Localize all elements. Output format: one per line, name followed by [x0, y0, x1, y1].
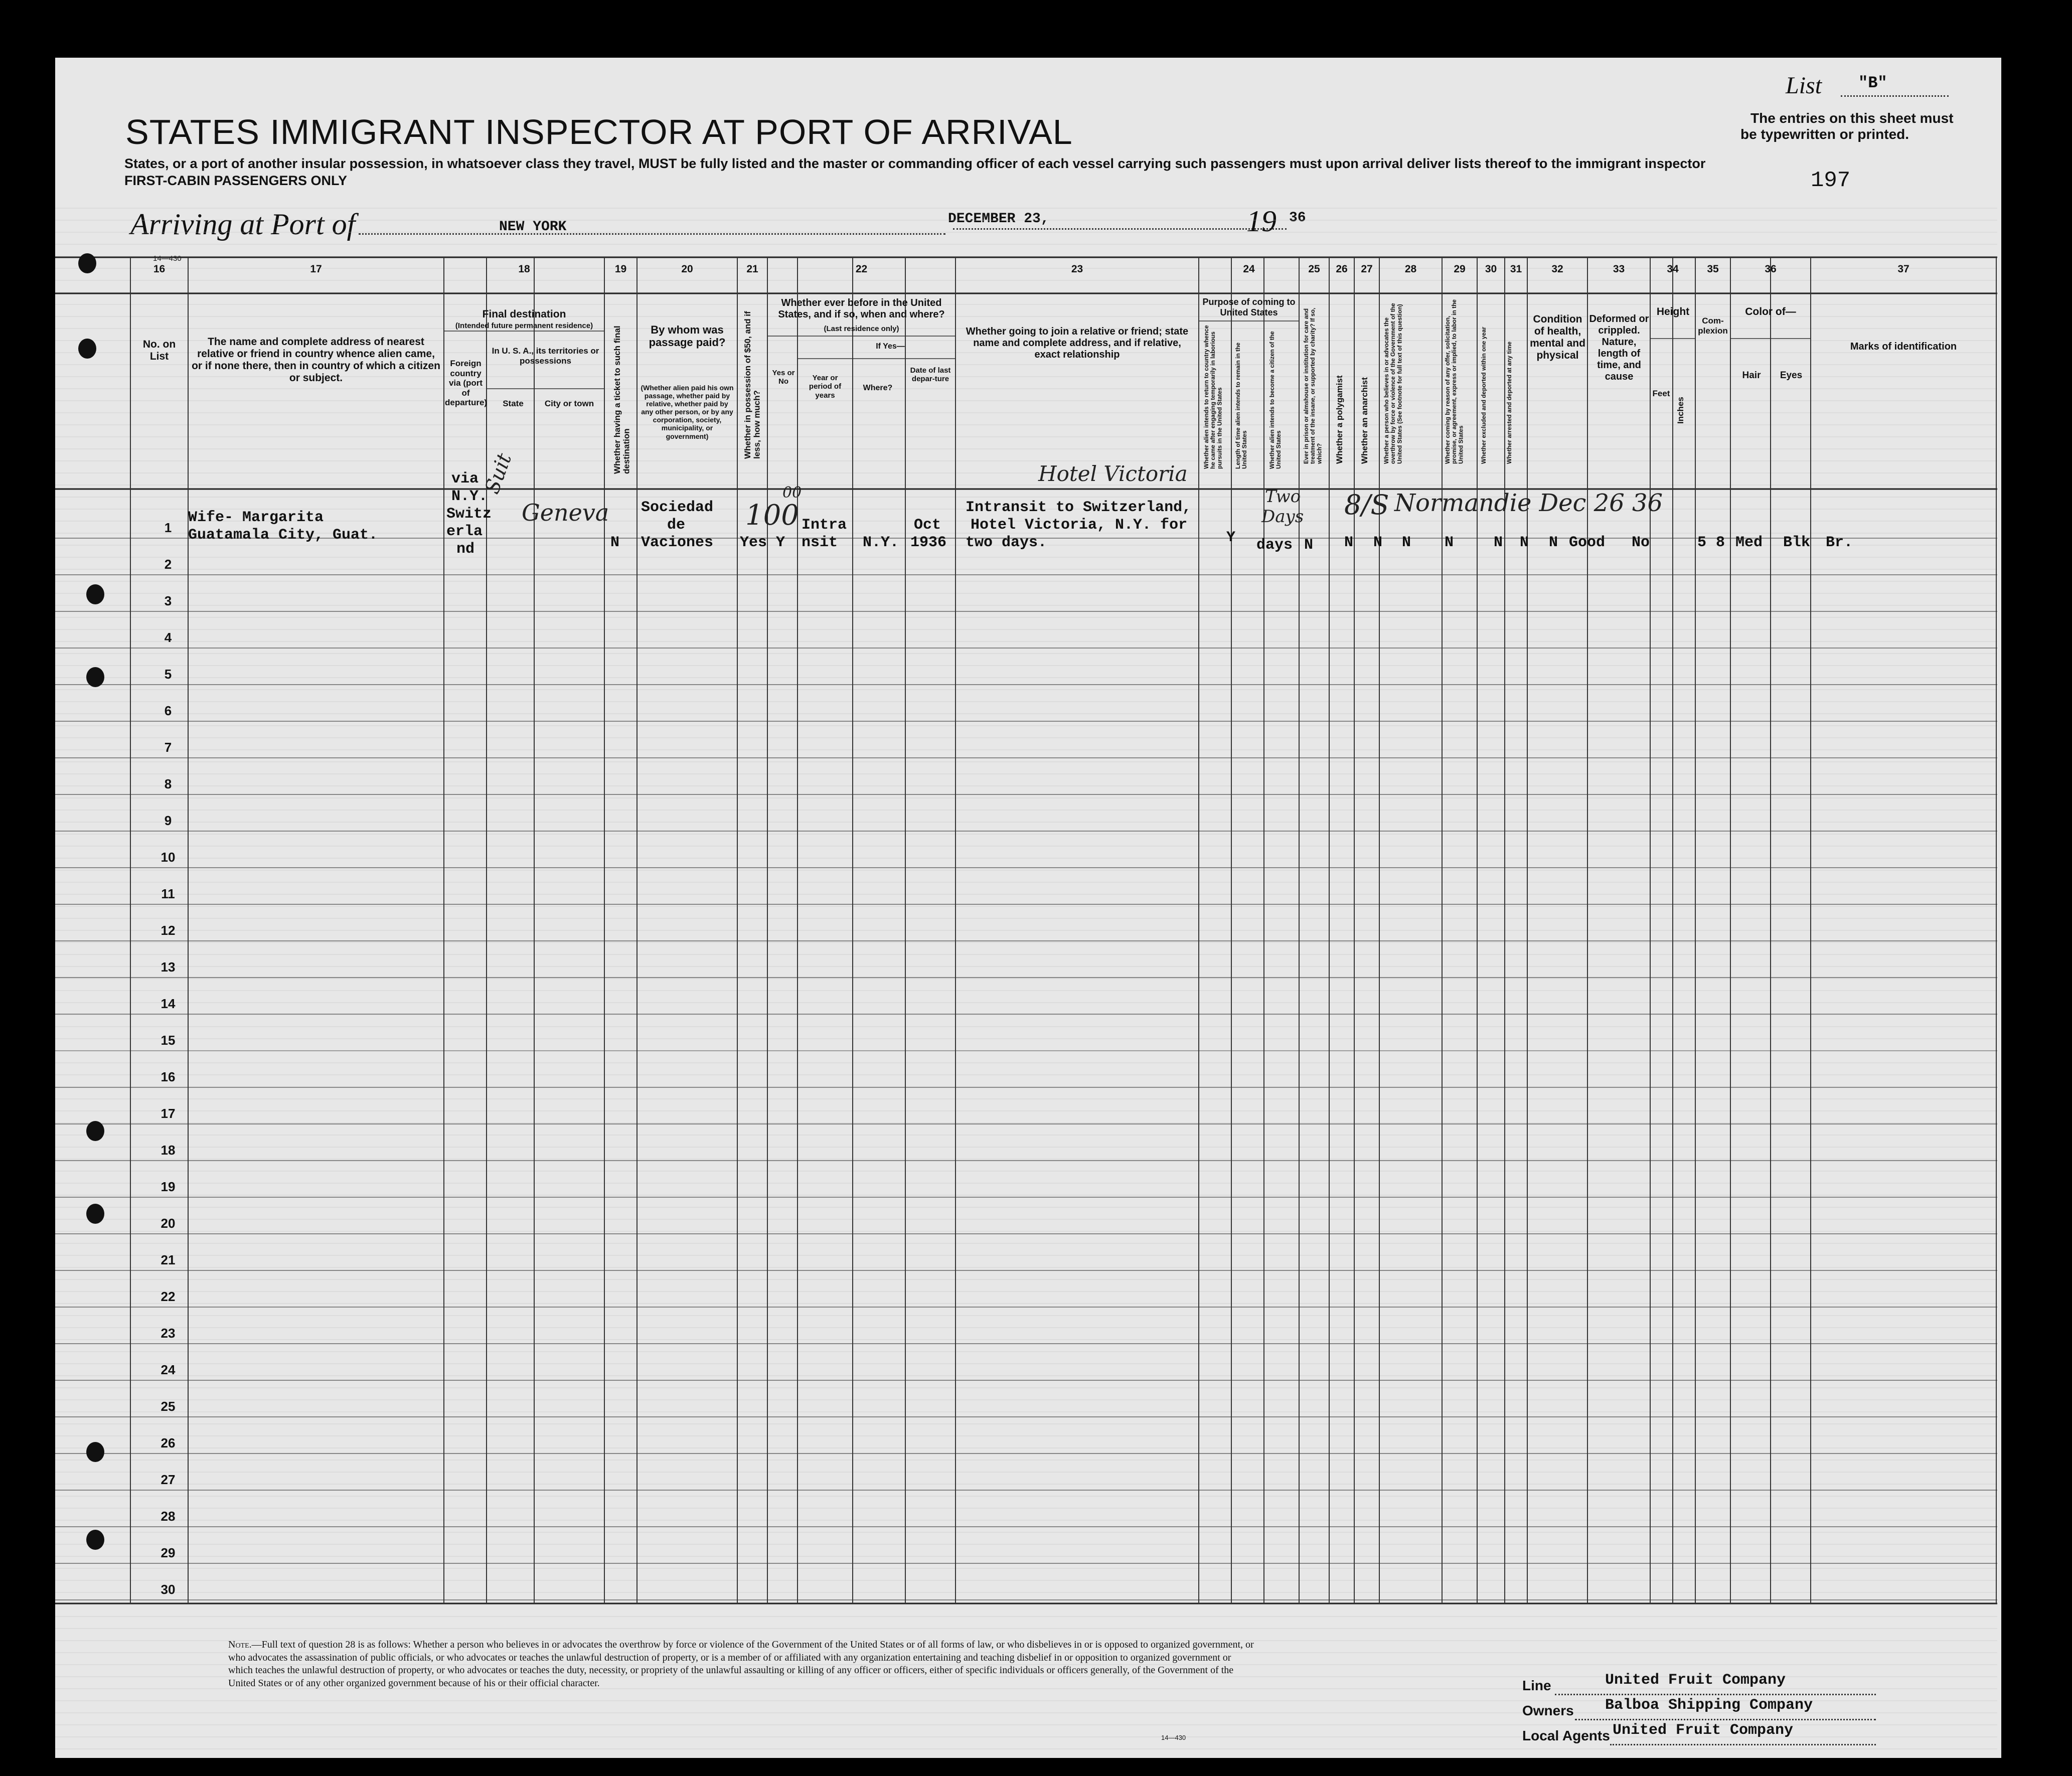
handwritten-length-1: Two	[1265, 487, 1301, 507]
header-final-destination-note: (Intended future permanent residence)	[455, 321, 593, 330]
header-if-yes: If Yes—	[876, 342, 905, 351]
header-state: State	[503, 399, 524, 408]
purpose-return-value: Y	[1226, 529, 1236, 546]
passage-paid-2: de	[667, 517, 686, 534]
column-number: 23	[1071, 263, 1083, 275]
column-number: 18	[518, 263, 530, 275]
owners-dotted	[1575, 1719, 1876, 1720]
height-feet-value: 5	[1697, 534, 1707, 551]
column-number: 20	[681, 263, 693, 275]
row-number: 24	[161, 1362, 176, 1377]
line-dotted	[1555, 1694, 1876, 1695]
typewritten-note-line2: be typewritten or printed.	[1740, 126, 1909, 142]
punch-hole	[78, 253, 96, 273]
prison-value: N	[1344, 534, 1354, 551]
instructions-text: States, or a port of another insular possession, in whatsoever class they travel, MUST be fully listed and the master or commanding officer of each vessel carrying such passengers must upon arrival deliver lists thereof to the immigrant inspector	[124, 156, 1706, 171]
height-inches-value: 8	[1716, 534, 1725, 551]
anarchist-value: N	[1402, 534, 1411, 551]
column-number: 33	[1613, 263, 1625, 275]
header-excluded: Whether excluded and deported within one year	[1480, 327, 1487, 464]
footnote-label: Note.—	[228, 1639, 262, 1650]
sheet-number: 197	[1811, 168, 1851, 193]
header-offer-to-labor: Whether coming by reason of any offer, solicitation, promise, or agreement, express or implied, to labor in the United States	[1444, 299, 1465, 464]
question-28-footnote	[228, 1639, 1256, 1690]
passage-paid-3: Vaciones	[641, 534, 714, 551]
line-label: Line	[1522, 1678, 1551, 1693]
row-number: 19	[161, 1179, 176, 1194]
header-polygamist: Whether a polygamist	[1335, 375, 1344, 464]
row-number: 11	[161, 886, 175, 901]
joining-line-1: Intransit to Switzerland,	[966, 499, 1192, 516]
column-number: 26	[1336, 263, 1348, 275]
ticket-value: N	[610, 534, 620, 551]
header-ever-before: Whether ever before in the United States, and if so, when and where?	[778, 297, 945, 320]
form-code-top: 14—430	[153, 254, 182, 263]
header-passage-paid: By whom was passage paid?	[649, 324, 726, 349]
header-ever-before-note: (Last residence only)	[824, 325, 899, 333]
purpose-length-value: days	[1256, 537, 1293, 554]
manifest-sheet	[55, 58, 2001, 1758]
column-number: 29	[1454, 263, 1466, 275]
arrival-date: DECEMBER 23,	[948, 211, 1049, 227]
owners-value: Balboa Shipping Company	[1605, 1697, 1813, 1714]
last-departure-month: Oct	[914, 517, 941, 534]
header-fifty-dollars: Whether in possession of $50, and if less, how much?	[743, 311, 762, 459]
handwritten-length-2: Days	[1261, 507, 1304, 527]
handwritten-ship-type: 8/S	[1344, 489, 1389, 521]
agents-dotted	[1610, 1744, 1876, 1745]
header-height-feet: Feet	[1652, 389, 1670, 398]
complexion-value: Med	[1735, 534, 1763, 551]
column-number: 25	[1308, 263, 1320, 275]
row-number: 18	[161, 1143, 176, 1158]
column-number: 32	[1551, 263, 1563, 275]
offer-labor-value: N	[1494, 534, 1503, 551]
header-height: Height	[1656, 306, 1690, 317]
row-number: 25	[161, 1399, 176, 1414]
row-number: 6	[164, 703, 172, 718]
joining-line-3: two days.	[966, 534, 1047, 551]
last-departure-year: 1936	[910, 534, 947, 551]
row-number: 7	[164, 740, 172, 755]
row-number: 28	[161, 1509, 176, 1524]
overthrow-value: N	[1445, 534, 1454, 551]
row-number: 3	[164, 593, 172, 608]
handwritten-hotel: Hotel Victoria	[1038, 461, 1188, 486]
row-number: 20	[161, 1216, 176, 1231]
column-number: 34	[1667, 263, 1679, 275]
punch-hole	[86, 1530, 104, 1550]
header-complexion: Com-plexion	[1698, 316, 1728, 336]
ever-before-period-1: Intra	[802, 517, 847, 534]
header-height-inches: Inches	[1676, 397, 1685, 424]
header-arrested: Whether arrested and deported at any time	[1506, 341, 1513, 464]
header-ticket: Whether having a ticket to such final destination	[612, 326, 631, 474]
column-number: 22	[855, 263, 868, 275]
punch-hole	[86, 667, 104, 687]
header-no-on-list: No. on List	[142, 339, 176, 363]
handwritten-amount-cents: 00	[782, 484, 802, 502]
row-number: 17	[161, 1106, 176, 1121]
destination-foreign-3: Switz	[446, 506, 492, 523]
header-final-destination: Final destination	[482, 308, 566, 320]
header-where: Where?	[863, 384, 893, 392]
health-value: Good	[1569, 534, 1606, 551]
passenger-class-note: FIRST-CABIN PASSENGERS ONLY	[124, 173, 348, 188]
header-city-or-town: City or town	[544, 399, 594, 408]
column-number: 35	[1707, 263, 1719, 275]
punch-hole	[86, 1204, 104, 1224]
column-number: 16	[153, 263, 166, 275]
row-number: 5	[164, 667, 172, 682]
page-title: STATES IMMIGRANT INSPECTOR AT PORT OF ARRIVAL	[125, 112, 1073, 151]
header-overthrow: Whether a person who believes in or advocates the overthrow by force or violence of the Government of the United States (See footnote for full text of this question)	[1383, 303, 1403, 464]
arrested-value: N	[1549, 534, 1558, 551]
typewritten-note-line1: The entries on this sheet must	[1750, 110, 1954, 126]
column-number: 21	[746, 263, 758, 275]
column-number: 17	[310, 263, 322, 275]
relative-address: Guatamala City, Guat.	[188, 527, 378, 544]
ever-before-period-2: nsit	[802, 534, 838, 551]
row-number: 9	[164, 813, 172, 828]
ever-before-yes: Y	[776, 534, 785, 551]
list-value: "B"	[1858, 74, 1887, 92]
row-number: 30	[161, 1582, 176, 1597]
row-number: 14	[161, 996, 176, 1011]
excluded-value: N	[1520, 534, 1529, 551]
deformed-value: No	[1632, 534, 1650, 551]
header-going-to-join: Whether going to join a relative or friend; state name and complete address, and if relative, exact relationship	[966, 326, 1189, 360]
agents-value: United Fruit Company	[1613, 1722, 1794, 1739]
polygamist-value: N	[1373, 534, 1383, 551]
row-number: 15	[161, 1033, 176, 1048]
row-number: 12	[161, 923, 176, 938]
footnote-text: Full text of question 28 is as follows: Whether a person who believes in or advocates the overthrow by force or violence of the Government of the United States or of all forms of law, or who disbelieves in or is opposed to organized government, or who advocates the assassination of public officials, or who advocates or teaches the unlawful destruction of property, or is a member of or affiliated with any organization entertaining and teaching disbelief in or opposition to organized government or which teaches the unlawful destruction of property, or who advocates or teaches the duty, necessity, or propriety of the unlawful assaulting or killing of any officer or officers, either of specific individuals or officers generally, of the Government of the United States or of any other organized government because of his or their official character.	[228, 1639, 1254, 1689]
punch-hole	[86, 1121, 104, 1141]
header-purpose: Purpose of coming to United States	[1202, 297, 1296, 317]
eyes-value: Br.	[1826, 534, 1853, 551]
line-value: United Fruit Company	[1605, 1672, 1786, 1689]
purpose-citizen-value: N	[1304, 537, 1314, 554]
header-yes-or-no: Yes or No	[772, 369, 795, 386]
destination-foreign-5: nd	[456, 541, 475, 558]
header-color-of: Color of—	[1745, 306, 1796, 317]
row-number: 26	[161, 1435, 176, 1450]
row-number: 16	[161, 1069, 176, 1084]
column-number: 24	[1243, 263, 1255, 275]
header-anarchist: Whether an anarchist	[1360, 377, 1369, 464]
year-suffix: 36	[1289, 210, 1306, 226]
destination-foreign-4: erla	[446, 523, 483, 540]
row-number: 29	[161, 1545, 176, 1560]
header-date-of-last-departure: Date of last depar-ture	[910, 366, 951, 384]
header-year-period: Year or period of years	[809, 374, 842, 400]
header-deformed: Deformed or crippled. Nature, length of time, and cause	[1589, 313, 1649, 382]
owners-label: Owners	[1522, 1703, 1574, 1718]
row-number: 4	[164, 630, 172, 645]
joining-line-2: Hotel Victoria, N.Y. for	[971, 517, 1188, 534]
header-passage-paid-note: (Whether alien paid his own passage, whether paid by relative, whether paid by any other person, or by any corporation, society, municipality, or government)	[641, 384, 734, 440]
handwritten-destination-state: Suit	[481, 450, 517, 497]
header-purpose-return: Whether alien intends to return to country whence he came after engaging temporarily in laborious pursuits in the United States	[1203, 325, 1223, 469]
agents-label: Local Agents	[1522, 1728, 1610, 1743]
header-hair: Hair	[1742, 370, 1761, 381]
destination-foreign-1: via	[451, 470, 479, 488]
relative-name: Wife- Margarita	[188, 509, 324, 526]
row-number: 2	[164, 557, 172, 572]
destination-foreign-2: N.Y.	[451, 488, 488, 505]
header-purpose-length: Length of time alien intends to remain in the United States	[1234, 342, 1248, 469]
punch-hole	[86, 584, 104, 604]
header-foreign-country: Foreign country via (port of departure)	[445, 359, 488, 408]
header-in-usa: In U. S. A., its territories or possessions	[492, 346, 599, 366]
header-purpose-citizen: Whether alien intends to become a citizen of the United States	[1268, 331, 1283, 469]
column-number: 31	[1510, 263, 1522, 275]
row-number: 21	[161, 1252, 176, 1267]
handwritten-destination-city: Geneva	[522, 499, 609, 526]
port-value: NEW YORK	[499, 219, 567, 235]
row-number: 13	[161, 959, 176, 975]
header-marks-identification: Marks of identification	[1850, 341, 1957, 352]
column-number: 19	[614, 263, 627, 275]
fifty-dollars-value: Yes	[740, 534, 767, 551]
header-prison: Ever in prison or almshouse or institution for care and treatment of the insane, or supported by charity? If so, which?	[1303, 307, 1323, 464]
passage-paid-1: Sociedad	[641, 499, 714, 516]
arriving-port-label: Arriving at Port of	[130, 208, 356, 241]
row-number: 27	[161, 1472, 176, 1487]
form-code-bottom: 14—430	[1161, 1734, 1186, 1741]
ever-before-where: N.Y.	[863, 534, 899, 551]
column-number: 30	[1485, 263, 1497, 275]
row-number: 22	[161, 1289, 176, 1304]
row-number: 8	[164, 776, 172, 791]
handwritten-amount: 100	[745, 499, 799, 532]
header-nearest-relative: The name and complete address of nearest relative or friend in country whence alien came, or if none there, then in country of which a citizen or subject.	[192, 336, 440, 384]
row-number: 10	[161, 850, 176, 865]
header-eyes: Eyes	[1780, 370, 1803, 381]
hair-value: Blk	[1783, 534, 1811, 551]
punch-hole	[86, 1442, 104, 1462]
column-number: 37	[1897, 263, 1909, 275]
header-condition-health: Condition of health, mental and physical	[1530, 313, 1585, 362]
column-number: 36	[1765, 263, 1777, 275]
row-number: 23	[161, 1326, 176, 1341]
column-number: 27	[1361, 263, 1373, 275]
row-number: 1	[164, 520, 172, 535]
year-prefix: 19	[1246, 205, 1277, 238]
table-grid	[55, 58, 2001, 1758]
handwritten-vessel-date: Normandie Dec 26 36	[1394, 489, 1663, 517]
list-label: List	[1786, 72, 1822, 99]
punch-hole	[78, 339, 96, 359]
column-number: 28	[1404, 263, 1417, 275]
